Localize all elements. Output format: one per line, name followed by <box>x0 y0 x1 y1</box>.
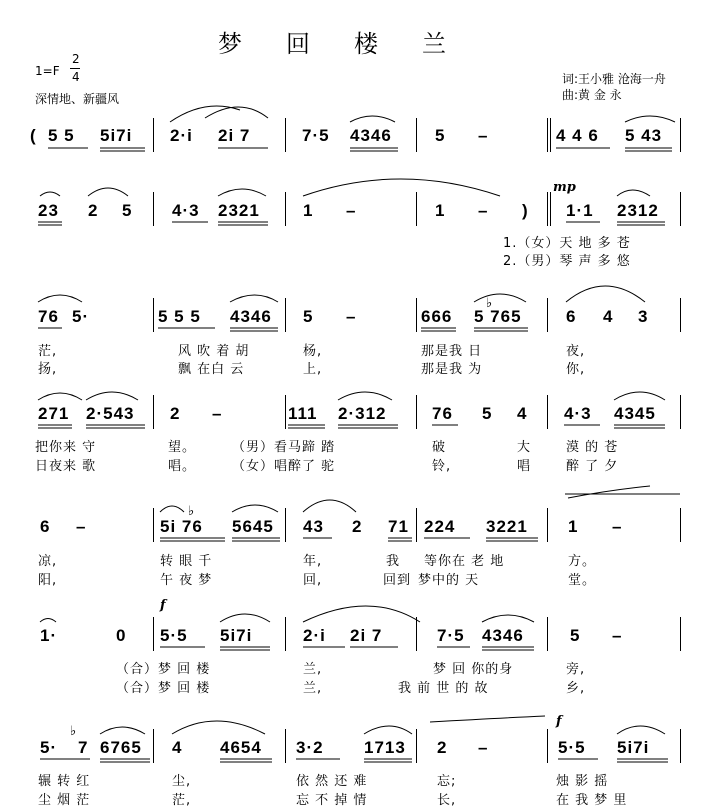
note-group: 4 <box>603 307 614 326</box>
note-group: 5i7i <box>100 126 133 145</box>
note-group: 4346 <box>482 626 524 645</box>
slur-mark <box>617 190 650 196</box>
lyric-verse-2: 在 我 梦 里 <box>556 793 628 808</box>
note-group: 4·3 <box>564 404 592 423</box>
lyric-verse-1: 兰, <box>303 662 323 677</box>
dash: – <box>612 517 623 536</box>
slur-mark <box>614 392 665 400</box>
note-group: 5 <box>122 201 133 220</box>
slur-mark <box>625 116 675 122</box>
time-signature-top: 2 <box>72 52 80 66</box>
note-group: 111 <box>288 404 318 423</box>
note-group: 2i 7 <box>350 626 383 645</box>
lyric-verse-2: （女）唱醉了 驼 <box>232 459 336 474</box>
note-group: 5 <box>435 126 446 145</box>
slur-mark <box>617 726 665 734</box>
underline-mark <box>40 759 668 762</box>
slur-mark <box>566 286 645 302</box>
lyric-verse-1: （合）梦 回 楼 <box>116 662 211 677</box>
note-group: 2·i <box>170 126 193 145</box>
note-group: 5 765 <box>474 307 522 326</box>
note-group: 5i7i <box>220 626 253 645</box>
lyric-verse-2: 回, <box>303 573 323 588</box>
underline-mark <box>160 538 538 541</box>
slur-mark <box>100 727 145 734</box>
slur-mark <box>88 188 128 196</box>
lyric-verse-1: 我 <box>386 554 401 569</box>
note-group: 43 <box>303 517 324 536</box>
slur-mark <box>38 295 82 302</box>
lyric-verse-2: 兰, <box>303 681 323 696</box>
note-group: 0 <box>116 626 127 645</box>
lyric-verse-1: （男）看马蹄 踏 <box>232 440 336 455</box>
lyric-verse-1: 凉, <box>38 554 58 569</box>
note-group: 2 <box>352 517 363 536</box>
note-group: 2321 <box>218 201 260 220</box>
note-group: 2 <box>170 404 181 423</box>
note-group: 666 <box>421 307 453 326</box>
underline-mark <box>38 328 528 331</box>
note-group: 1·1 <box>566 201 594 220</box>
flat-accidental-icon: ♭ <box>70 724 77 739</box>
lyric-verse-2: 飘 在白 云 <box>178 362 245 377</box>
lyric-verse-1: 那是我 日 <box>421 344 483 359</box>
repeat-close-paren: ) <box>522 201 529 220</box>
note-group: 5i 76 <box>160 517 203 536</box>
lyric-verse-2: 茫, <box>172 793 192 808</box>
note-group: 4 <box>172 738 183 757</box>
lyric-verse-2: 梦中的 天 <box>418 573 480 588</box>
lyric-verse-1: 辗 转 红 <box>38 774 91 789</box>
note-group: 2·543 <box>86 404 135 423</box>
note-group: 23 <box>38 201 59 220</box>
lyric-verse-2: 你, <box>566 362 586 377</box>
lyric-verse-2: 那是我 为 <box>421 362 483 377</box>
slur-mark <box>350 116 395 122</box>
lyric-verse-2: 乡, <box>566 681 586 696</box>
dash: – <box>478 738 489 757</box>
note-group: 5 5 5 <box>158 307 201 326</box>
dynamic-f: f <box>160 598 166 613</box>
lyric-verse-1: 尘, <box>172 774 192 789</box>
note-group: 5 43 <box>625 126 663 145</box>
note-group: 2312 <box>617 201 659 220</box>
lyric-verse-2: 铃, <box>432 459 452 474</box>
note-group: 4346 <box>230 307 272 326</box>
slur-mark <box>338 392 392 400</box>
note-group: 2·312 <box>338 404 387 423</box>
slur-mark <box>40 192 60 196</box>
slur-mark <box>430 716 545 722</box>
lyric-verse-1: 望。 <box>168 440 197 455</box>
lyric-verse-2: 上, <box>303 362 323 377</box>
underline-mark <box>38 425 665 428</box>
slur-mark <box>220 614 270 622</box>
lyric-verse-2: （合）梦 回 楼 <box>116 681 211 696</box>
lyric-verse-2: 午 夜 梦 <box>160 573 213 588</box>
slur-mark <box>482 615 534 622</box>
note-group: 2·i <box>303 626 326 645</box>
note-group: 2i 7 <box>218 126 251 145</box>
note-group: 1 <box>568 517 579 536</box>
slur-mark <box>565 486 680 498</box>
lyric-verse-1: 梦 回 你的身 <box>433 662 514 677</box>
note-group: 5·5 <box>160 626 188 645</box>
slur-mark <box>38 393 82 400</box>
slur-mark <box>170 106 240 122</box>
note-group: 6765 <box>100 738 142 757</box>
lyric-verse-2: 我 前 世 的 故 <box>398 681 489 696</box>
slur-mark <box>303 500 356 512</box>
note-group: 3221 <box>486 517 528 536</box>
dash: – <box>76 517 87 536</box>
note-group: 5· <box>40 738 58 757</box>
note-group: 5·5 <box>558 738 586 757</box>
note-group: 1· <box>40 626 58 645</box>
dynamic-mp: mp <box>553 180 576 195</box>
slur-mark <box>364 726 412 734</box>
note-group: 7 <box>78 738 89 757</box>
note-group: 6 <box>566 307 577 326</box>
lyric-verse-2: 堂。 <box>568 573 597 588</box>
note-group: 4·3 <box>172 201 200 220</box>
note-group: 1713 <box>364 738 406 757</box>
lyric-verse-2: 2.（男）琴 声 多 悠 <box>503 254 631 269</box>
lyric-verse-1: 等你在 老 地 <box>424 554 505 569</box>
note-group: 5 <box>570 626 581 645</box>
note-group: 6 <box>40 517 51 536</box>
lyric-verse-2: 日夜来 歌 <box>35 459 97 474</box>
lyric-verse-1: 杨, <box>303 344 323 359</box>
note-group: 4346 <box>350 126 392 145</box>
underline-mark <box>38 222 665 225</box>
lyric-verse-1: 茫, <box>38 344 58 359</box>
slur-mark <box>172 721 265 734</box>
slur-mark <box>86 392 138 400</box>
note-group: 5· <box>72 307 90 326</box>
repeat-open-paren: ( <box>30 126 37 145</box>
lyric-verse-2: 唱。 <box>168 459 197 474</box>
flat-accidental-icon: ♭ <box>486 296 493 311</box>
lyric-verse-1: 夜, <box>566 344 586 359</box>
lyric-verse-2: 忘 不 掉 情 <box>296 793 368 808</box>
slur-mark <box>40 619 56 623</box>
note-group: 1 <box>303 201 314 220</box>
lyric-verse-2: 阳, <box>38 573 58 588</box>
slur-mark <box>474 294 526 302</box>
dash: – <box>212 404 223 423</box>
dash: – <box>346 307 357 326</box>
note-group: 224 <box>424 517 456 536</box>
lyric-verse-2: 尘 烟 茫 <box>38 793 91 808</box>
slur-mark <box>303 179 500 196</box>
flat-accidental-icon: ♭ <box>188 504 195 519</box>
lyric-verse-1: 把你来 守 <box>35 440 97 455</box>
lyric-verse-1: 烛 影 摇 <box>556 774 609 789</box>
composer-credit: 曲:黄 金 永 <box>562 88 622 102</box>
note-group: 2 <box>437 738 448 757</box>
slur-mark <box>230 295 278 302</box>
dash: – <box>612 626 623 645</box>
lyricist-credit: 词:王小雅 沧海一舟 <box>562 72 666 86</box>
lyric-verse-1: 年, <box>303 554 323 569</box>
note-group: 2 <box>88 201 99 220</box>
lyric-verse-1: 风 吹 着 胡 <box>178 344 250 359</box>
note-group: 7·5 <box>302 126 330 145</box>
note-group: 5i7i <box>617 738 650 757</box>
note-group: 5 5 <box>48 126 75 145</box>
lyric-verse-2: 长, <box>437 793 457 808</box>
lyric-verse-1: 1.（女）天 地 多 苍 <box>503 236 631 251</box>
note-group: 4 <box>517 404 528 423</box>
lyric-verse-1: 忘; <box>437 774 457 789</box>
slur-mark <box>160 506 184 512</box>
note-group: 4345 <box>614 404 656 423</box>
note-group: 76 <box>432 404 453 423</box>
slur-mark <box>303 606 420 622</box>
lyric-verse-1: 方。 <box>568 554 597 569</box>
expression-mark: 深情地、新疆风 <box>35 92 120 106</box>
dash: – <box>478 126 489 145</box>
lyric-verse-1: 依 然 还 难 <box>296 774 368 789</box>
note-group: 7·5 <box>437 626 465 645</box>
lyric-verse-1: 大 <box>517 440 532 455</box>
note-group: 76 <box>38 307 59 326</box>
lyric-verse-2: 唱 <box>517 459 532 474</box>
underline-mark <box>48 148 672 151</box>
note-group: 5 <box>303 307 314 326</box>
slur-mark <box>232 505 278 512</box>
note-group: 271 <box>38 404 70 423</box>
lyric-verse-1: 漠 的 苍 <box>566 440 619 455</box>
note-group: 5645 <box>232 517 274 536</box>
lyric-verse-2: 回到 <box>383 573 412 588</box>
lyric-verse-1: 破 <box>432 440 447 455</box>
dash: – <box>478 201 489 220</box>
time-signature-bottom: 4 <box>72 70 80 84</box>
dash: – <box>346 201 357 220</box>
dynamic-f: f <box>556 714 562 729</box>
lyric-verse-2: 醉 了 夕 <box>566 459 619 474</box>
note-group: 3 <box>638 307 649 326</box>
note-group: 5 <box>482 404 493 423</box>
note-group: 4654 <box>220 738 262 757</box>
note-group: 3·2 <box>296 738 324 757</box>
underline-mark <box>160 647 534 650</box>
lyric-verse-1: 转 眼 千 <box>160 554 213 569</box>
note-group: 1 <box>435 201 446 220</box>
song-title: 梦回楼兰 <box>218 30 490 58</box>
key-signature: 1=F <box>35 64 60 78</box>
slur-mark <box>218 189 266 196</box>
note-group: 71 <box>388 517 409 536</box>
note-group: 4 4 6 <box>556 126 599 145</box>
lyric-verse-1: 旁, <box>566 662 586 677</box>
lyric-verse-2: 扬, <box>38 362 58 377</box>
